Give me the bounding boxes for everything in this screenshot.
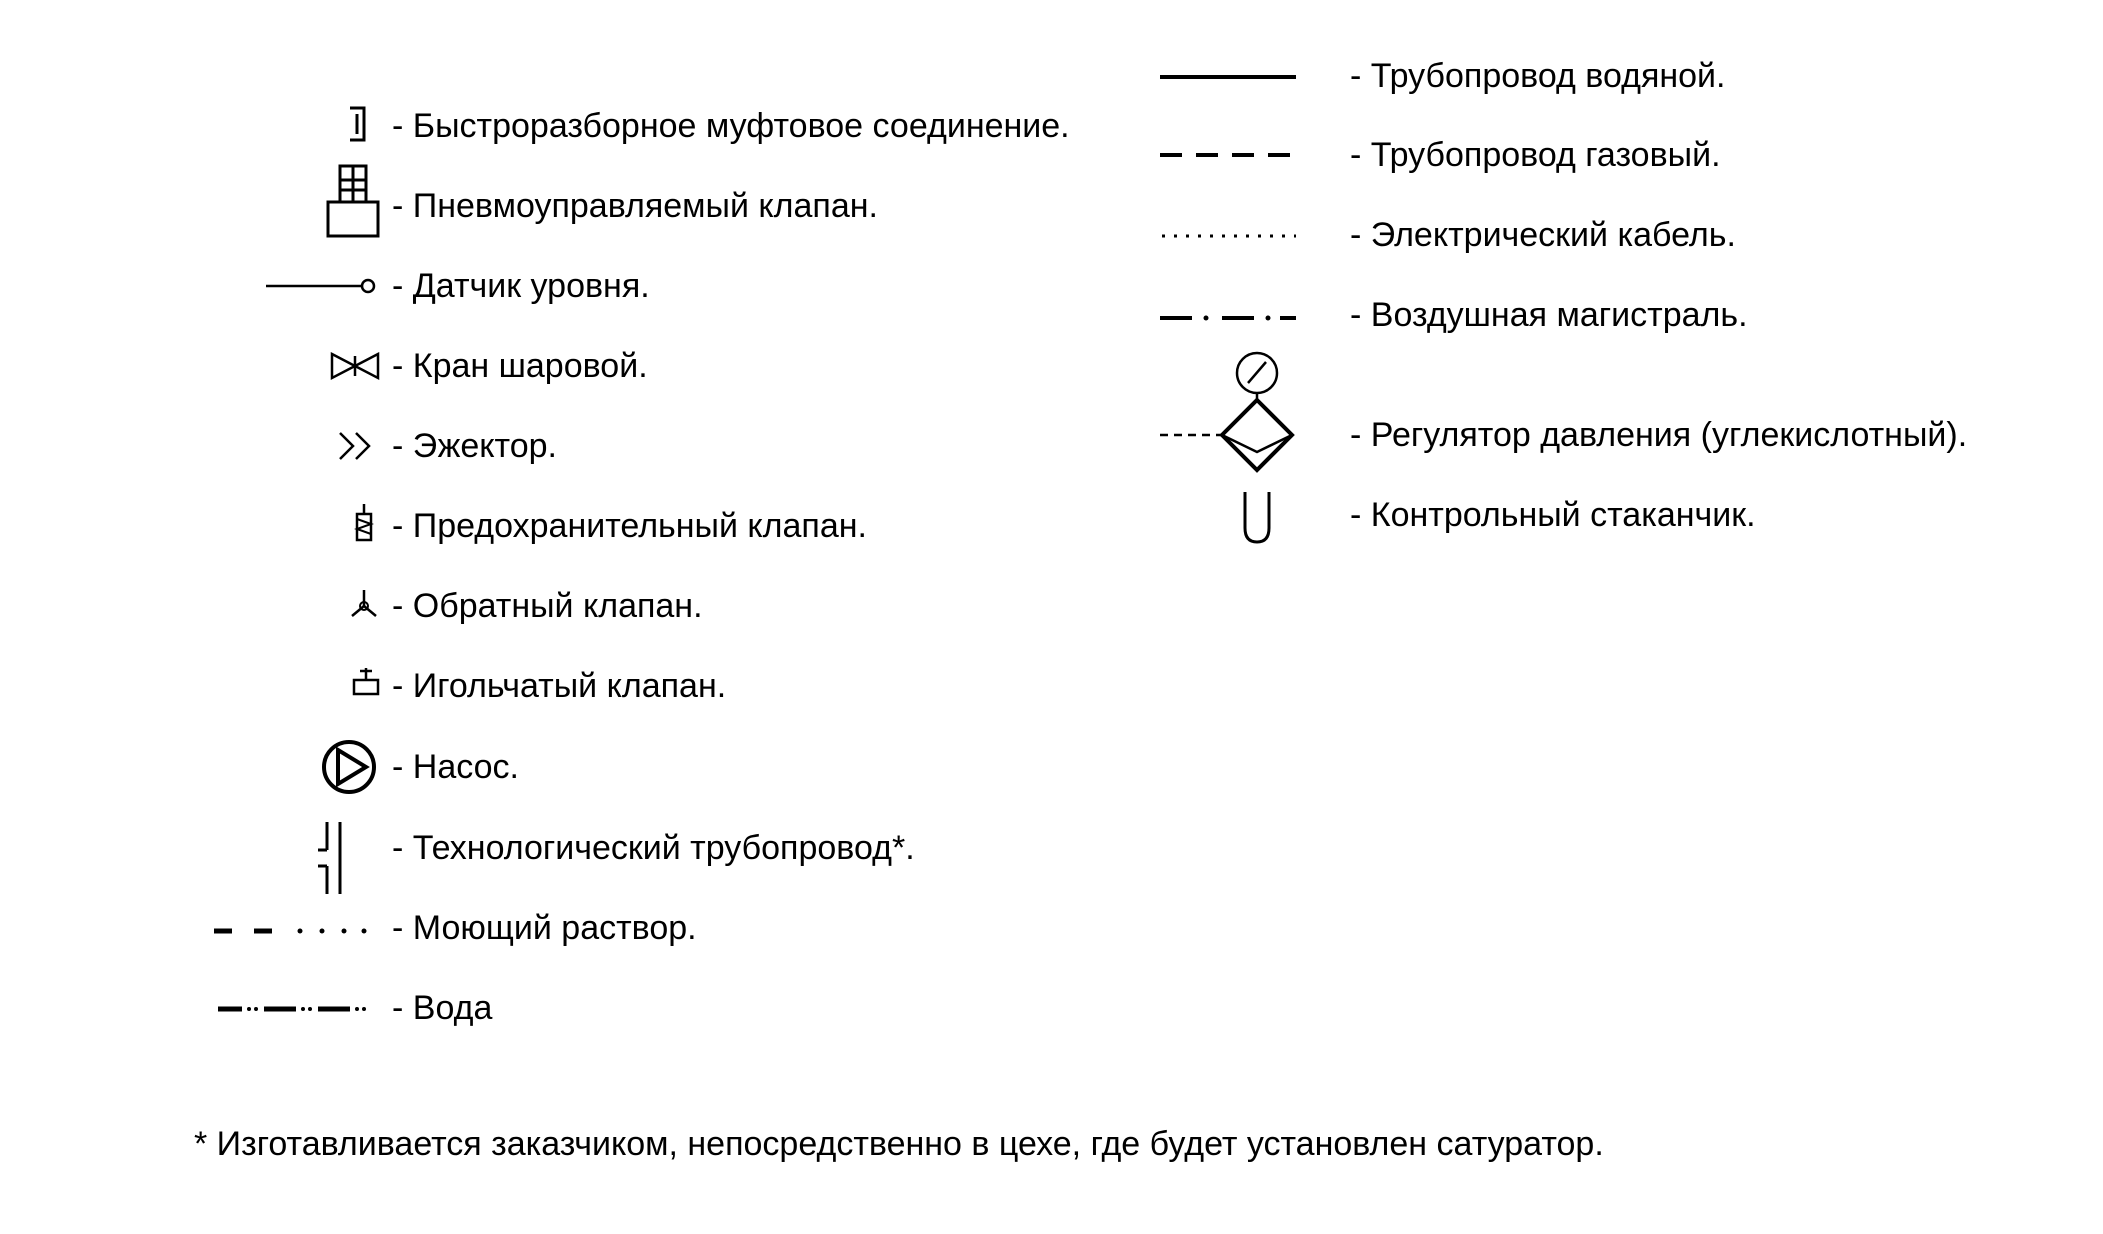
label-water: - Вода	[392, 989, 493, 1027]
label-process-pipeline: - Технологический трубопровод*.	[392, 829, 915, 867]
air-main-line-icon	[1160, 316, 1296, 321]
label-pump: - Насос.	[392, 748, 519, 786]
safety-valve-icon	[357, 504, 371, 540]
label-air-main: - Воздушная магистраль.	[1350, 296, 1748, 334]
ejector-icon	[340, 433, 369, 459]
label-safety-valve: - Предохранительный клапан.	[392, 507, 867, 545]
check-valve-icon	[352, 590, 376, 616]
label-electric-cable: - Электрический кабель.	[1350, 216, 1736, 254]
label-water-pipeline: - Трубопровод водяной.	[1350, 57, 1726, 95]
label-level-sensor: - Датчик уровня.	[392, 267, 650, 305]
control-cup-icon	[1245, 492, 1269, 542]
process-pipeline-icon	[318, 822, 340, 894]
level-sensor-icon	[266, 280, 374, 292]
ball-valve-icon	[332, 354, 378, 378]
label-washing-solution: - Моющий раствор.	[392, 909, 697, 947]
label-control-cup: - Контрольный стаканчик.	[1350, 496, 1756, 534]
label-pneumatic-valve: - Пневмоуправляемый клапан.	[392, 187, 878, 225]
quick-coupling-icon	[350, 108, 364, 140]
label-ejector: - Эжектор.	[392, 427, 557, 465]
pressure-regulator-icon	[1160, 353, 1292, 470]
label-pressure-regulator: - Регулятор давления (углекислотный).	[1350, 416, 1968, 454]
label-check-valve: - Обратный клапан.	[392, 587, 703, 625]
label-needle-valve: - Игольчатый клапан.	[392, 667, 727, 705]
label-ball-valve: - Кран шаровой.	[392, 347, 648, 385]
needle-valve-icon	[354, 668, 378, 694]
label-quick-coupling: - Быстроразборное муфтовое соединение.	[392, 107, 1070, 145]
pump-icon	[324, 742, 374, 792]
water-line-icon	[218, 1007, 366, 1011]
label-gas-pipeline: - Трубопровод газовый.	[1350, 136, 1721, 174]
washing-solution-line-icon	[214, 929, 367, 934]
pneumatic-valve-icon	[328, 166, 378, 236]
footnote: * Изготавливается заказчиком, непосредственно в цехе, где будет установлен сатуратор.	[194, 1125, 1604, 1163]
